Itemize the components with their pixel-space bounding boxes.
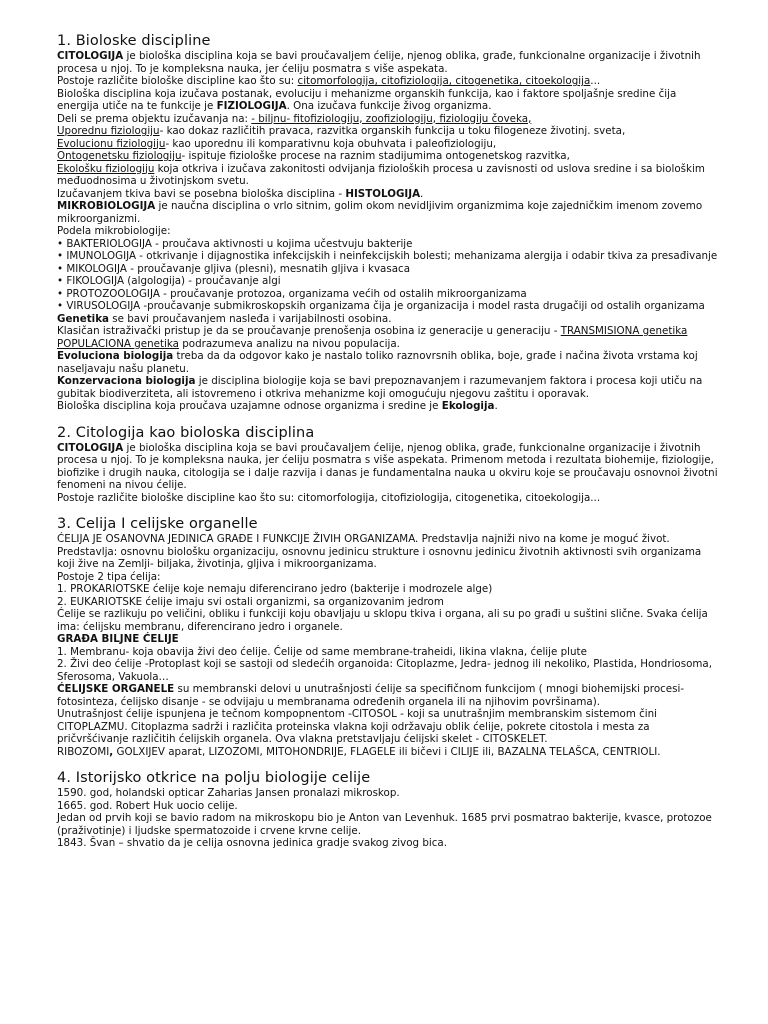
subheading-gradja: GRAĐA BILJNE ĆELIJE [57,633,179,645]
paragraph-huk: 1665. god. Robert Huk uocio celije. [57,799,238,812]
section-title: 4. Istorijsko otkrice na polju biologije celije [57,770,371,786]
paragraph-mikrobiologija: MIKROBIOLOGIJA je naučna disciplina o vrlo sitnim, golim okom nevidljivim organizmima koje zajedničkim imenom zovemo mikroorganizmi. [57,200,703,225]
paragraph-discipline-list: Postoje različite biološke discipline kao što su: citomorfologija, citofiziologija, citogenetika, citoekologija... [57,491,601,504]
section-title: 2. Citologija kao bioloska disciplina [57,424,315,441]
paragraph-protoplast: 2. Živi deo ćelije -Protoplast koji se sastoji od sledećih organoida: Citoplazme, Jedra- jednog ili nekoliko, Plastida, Hondriosoma, Sferosoma, Vakuola… [57,658,713,683]
paragraph-levenhuk: Jedan od prvih koji se bavio radom na mikroskopu bio je Anton van Levenhuk. 1685 prvi posmatrao bakterije, kvasce, protozoe (praživotinje) i ljudske spermatozoide i crvene krvne celije. [57,812,712,837]
paragraph-discipline-list: Postoje različite biološke discipline kao što su: citomorfologija, citofiziologija, citogenetika, citoekologija... [57,75,601,87]
paragraph-celija-definicija: ĆELIJA JE OSANOVNA JEDINICA GRAĐE I FUNKCIJE ŽIVIH ORGANIZAMA. Predstavlja najniži nivo na kome je moguć život. Predstavlja: osnovnu biološku organizaciju, osnovnu jedinicu strukture i osnovnu jedinicu životnih aktivnosti svih organizama koji žive na Zemlji- biljaka, životinja, gljiva i mikroorganizama. [57,533,702,570]
section-bioloske-discipline [57,33,721,413]
paragraph-ekologija: Biološka disciplina koja proučava uzajamne odnose organizma i sredine je Ekologija. [57,400,498,412]
paragraph-organele-list: RIBOZOMI, GOLXIJEV aparat, LIZOZOMI, MITOHONDRIJE, FLAGELE ili bičevi i CILIJE ili, BAZALNA TELAŠCA, CENTRIOLI. [57,745,661,758]
paragraph-citologija: CITOLOGIJA je biološka disciplina koja se bavi proučavaljem ćelije, njenog oblika, građe, funkcionalne organizacije i životnih procesa u njoj. To je kompleksna nauka, jer ćeliju posmatra s više aspekata. [57,50,701,75]
list-item: • FIKOLOGIJA (algologija) - proučavanje algi [57,275,281,287]
paragraph-ontogenetska: Ontogenetsku fiziologiju- ispituje fiziološke procese na raznim stadijumima ontogenetskog razvitka, [57,150,570,162]
paragraph-evoluciona-biologija: Evoluciona biologija treba da da odgovor kako je nastalo toliko raznovrsnih oblika, boje, građe i načina života vrstama koj naseljavaju našu planetu. [57,350,698,375]
section-title: 3. Celija I celijske organelle [57,516,258,532]
paragraph-razlike: Ćelije se razlikuju po veličini, obliku i funkciji koju obavljaju u sklopu tkiva i organa, ali su po građi u suštini slične. Svaka ćelija ima: ćelijsku membranu, diferencirano jedro i organele. [57,608,708,633]
list-item: • IMUNOLOGIJA - otkrivanje i dijagnostika infekcijskih i neinfekcijskih bolesti; mehanizama alergija i odabir tkiva za presađivanje [57,250,718,262]
list-item: • VIRUSOLOGIJA -proučavanje submikroskopskih organizama čija je organizacija i model rasta drugačiji od ostalih organizama [57,300,705,312]
paragraph-evoluciona: Evolucionu fiziologiju- kao uporednu ili komparativnu koja obuhvata i paleofiziologiju, [57,137,497,150]
section-citologija [57,425,721,505]
paragraph-jansen: 1590. god, holandski opticar Zaharias Jansen pronalazi mikroskop. [57,787,400,799]
paragraph-ekoloska: Ekološku fiziologiju koja otkriva i izučava zakonitosti odvijanja fizioloških procesa u zavisnosti od uslova sredine i sa biološkim međuodnosima u životinjskom svetu. [57,162,705,187]
paragraph-citologija: CITOLOGIJA je biološka disciplina koja se bavi proučavaljem ćelije, njenog oblika, građe, funkcionalne organizacije i životnih procesa u njoj. To je kompleksna nauka, jer ćeliju posmatra s više aspekata. Primenom metoda i rezultata biohemije, fiziologije, biofizike i drugih nauka, citologija se i dalje razvija i danas je fundamentalna nauka u okviru koje se proučavaju osnovnoi životni fenomeni na nivou ćelije. [57,441,718,491]
section-title: 1. Bioloske discipline [57,33,211,49]
paragraph-prokariotske: 1. PROKARIOTSKE ćelije koje nemaju diferencirano jedro (bakterije i modrozele alge) [57,583,493,595]
list-item: • PROTOZOOLOGIJA - proučavanje protozoa, organizama većih od ostalih mikroorganizama [57,287,527,300]
paragraph-podela-fiziologije: Deli se prema objektu izučavanja na: - biljnu- fitofiziologiju, zoofiziologiju, fiziologiju čoveka, [57,112,532,125]
paragraph-svan: 1843. Švan – shvatio da je celija osnovna jedinica gradje svakog zivog bica. [57,837,448,849]
paragraph-histologija: Izučavanjem tkiva bavi se posebna biološka disciplina - HISTOLOGIJA. [57,187,424,200]
section-celija [57,516,721,758]
paragraph-organele: ĆELIJSKE ORGANELE su membranski delovi u unutrašnjosti ćelije sa specifičnom funkcijom ( mnogi biohemijski procesi-fotosinteza, ćelijsko disanje - se odvijaju u membranama određenih organela ili na njihovim površinama). [57,683,685,708]
document-page [57,33,721,850]
paragraph-eukariotske: 2. EUKARIOTSKE ćelije imaju svi ostali organizmi, sa organizovanim jedrom [57,595,444,608]
paragraph-podela-mikrobiologije: Podela mikrobiologije: [57,225,171,237]
paragraph-populaciona: POPULACIONA genetika podrazumeva analizu na nivou populacija. [57,337,400,350]
paragraph-transmisiona: Klasičan istraživački pristup je da se proučavanje prenošenja osobina iz generacije u generaciju - TRANSMISIONA genetika [57,325,688,337]
paragraph-konzervaciona: Konzervaciona biologija je disciplina biologije koja se bavi prepoznavanjem i razumevanjem faktora i procesa koji utiču na gubitak biodiverziteta, ali istovremeno i otkriva mehanizme koji omogućuju njegovu zaštitu i oporavak. [57,375,703,400]
paragraph-fiziologija: Biološka disciplina koja izučava postanak, evoluciju i mehanizme organskih funkcija, kao i faktore spoljašnje sredine čija energija utiče na te funkcije je FIZIOLOGIJA. Ona izučava funkcije živog organizma. [57,87,677,112]
paragraph-citosol: Unutrašnjost ćelije ispunjena je tečnom kompopnentom -CITOSOL - koji sa unutrašnjim membranskim sistemom čini CITOPLAZMU. Citoplazma sadrži i različita proteinska vlakna koji održavaju oblik ćelije, pokrete citostola i mesta za pričvršćivanje različitih ćelijskih organela. Ova vlakna pretstavljaju ćelijski skelet - CITOSKELET. [57,708,658,745]
list-item: • MIKOLOGIJA - proučavanje gljiva (plesni), mesnatih gljiva i kvasaca [57,262,411,275]
paragraph-genetika: Genetika se bavi proučavanjem nasleđa i varijabilnosti osobina. [57,312,392,325]
paragraph-uporedna: Uporednu fiziologiju- kao dokaz različitih pravaca, razvitka organskih funkcija u toku filogeneze životinj. sveta, [57,125,626,137]
paragraph-membrana: 1. Membranu- koja obavija živi deo ćelije. Ćelije od same membrane-traheidi, likina vlakna, ćelije plute [57,645,587,658]
paragraph-tipovi: Postoje 2 tipa ćelija: [57,570,161,583]
list-item: • BAKTERIOLOGIJA - proučava aktivnosti u kojima učestvuju bakterije [57,237,413,250]
section-istorija [57,770,721,850]
